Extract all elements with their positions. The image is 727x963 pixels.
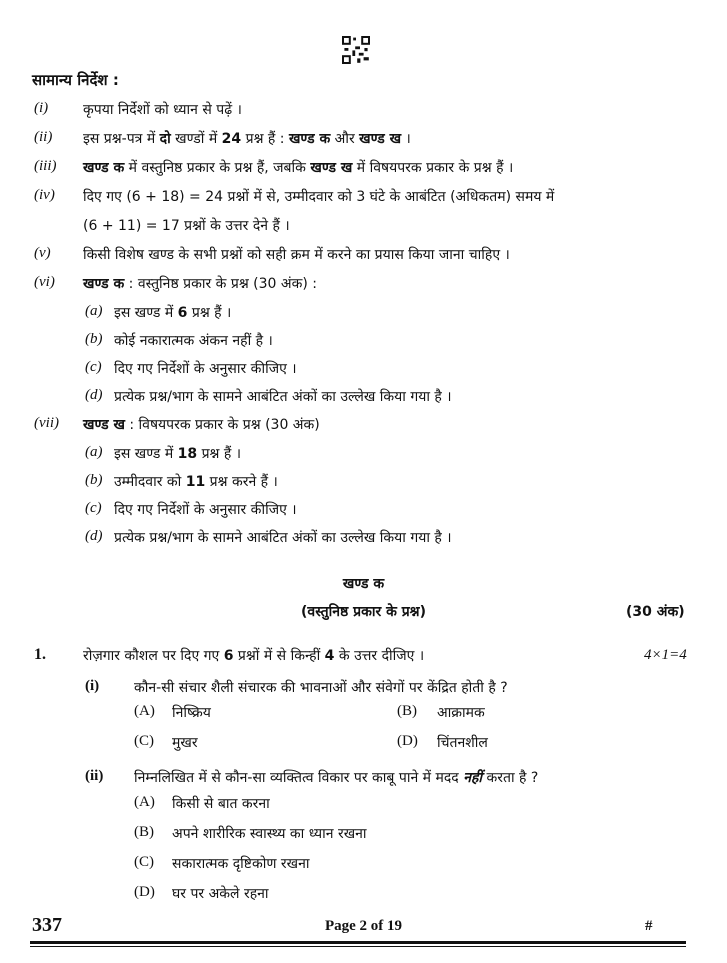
sub-instruction-text: कोई नकारात्मक अंकन नहीं है । bbox=[114, 333, 273, 349]
sub-instruction-text: प्रत्येक प्रश्न/भाग के सामने आबंटित अंकों का उल्लेख किया गया है । bbox=[114, 530, 452, 546]
question-marks: 4×1=4 bbox=[644, 647, 687, 663]
instruction-text: किसी विशेष खण्ड के सभी प्रश्नों को सही क्रम में करने का प्रयास किया जाना चाहिए । bbox=[83, 247, 510, 263]
qr-code-icon bbox=[342, 36, 370, 64]
sub-label: (c) bbox=[85, 500, 102, 516]
instruction-text: खण्ड क : वस्तुनिष्ठ प्रकार के प्रश्न (30 अंक) : bbox=[83, 276, 317, 292]
sub-label: (d) bbox=[85, 387, 103, 403]
option-label: (D) bbox=[134, 884, 155, 900]
option-text: मुखर bbox=[172, 735, 198, 751]
option-text: घर पर अकेले रहना bbox=[172, 886, 269, 902]
sub-instruction-text: दिए गए निर्देशों के अनुसार कीजिए । bbox=[114, 361, 297, 377]
option-text: किसी से बात करना bbox=[172, 796, 270, 812]
sub-label: (d) bbox=[85, 528, 103, 544]
sub-label: (b) bbox=[85, 472, 103, 488]
instruction-number: (ii) bbox=[34, 129, 53, 145]
question-number: 1. bbox=[34, 646, 46, 663]
instruction-text-continued: (6 + 11) = 17 प्रश्नों के उत्तर देने हैं । bbox=[83, 218, 290, 234]
option-label: (B) bbox=[134, 824, 154, 840]
paper-code: 337 bbox=[32, 914, 62, 936]
option-label: (C) bbox=[134, 733, 154, 749]
question-text: रोज़गार कौशल पर दिए गए 6 प्रश्नों में से किन्हीं 4 के उत्तर दीजिए । bbox=[83, 648, 425, 664]
instruction-number: (vi) bbox=[34, 274, 55, 290]
instruction-number: (i) bbox=[34, 100, 49, 116]
sub-question-label: (i) bbox=[85, 678, 100, 694]
option-text: अपने शारीरिक स्वास्थ्य का ध्यान रखना bbox=[172, 826, 367, 842]
instruction-number: (iv) bbox=[34, 187, 55, 203]
instruction-text: इस प्रश्न-पत्र में दो खण्डों में 24 प्रश्न हैं : खण्ड क और खण्ड ख । bbox=[83, 131, 411, 147]
sub-label: (b) bbox=[85, 331, 103, 347]
sub-instruction-text: उम्मीदवार को 11 प्रश्न करने हैं । bbox=[114, 474, 278, 490]
option-label: (A) bbox=[134, 703, 155, 719]
instruction-number: (vii) bbox=[34, 415, 59, 431]
hash-mark: # bbox=[645, 918, 653, 934]
instruction-number: (iii) bbox=[34, 158, 57, 174]
instruction-number: (v) bbox=[34, 245, 51, 261]
sub-instruction-text: दिए गए निर्देशों के अनुसार कीजिए । bbox=[114, 502, 297, 518]
option-label: (A) bbox=[134, 794, 155, 810]
section-marks: (30 अंक) bbox=[626, 604, 685, 620]
sub-instruction-text: प्रत्येक प्रश्न/भाग के सामने आबंटित अंकों का उल्लेख किया गया है । bbox=[114, 389, 452, 405]
instruction-text: खण्ड ख : विषयपरक प्रकार के प्रश्न (30 अंक) bbox=[83, 417, 320, 433]
option-label: (B) bbox=[397, 703, 417, 719]
option-text: आक्रामक bbox=[437, 705, 485, 721]
section-title: खण्ड क bbox=[342, 576, 385, 592]
option-label: (D) bbox=[397, 733, 418, 749]
page-number: Page 2 of 19 bbox=[324, 918, 403, 934]
instruction-text: दिए गए (6 + 18) = 24 प्रश्नों में से, उम्मीदवार को 3 घंटे के आबंटित (अधिकतम) समय में bbox=[83, 189, 555, 205]
sub-label: (c) bbox=[85, 359, 102, 375]
instruction-text: कृपया निर्देशों को ध्यान से पढ़ें । bbox=[83, 102, 242, 118]
option-text: सकारात्मक दृष्टिकोण रखना bbox=[172, 856, 310, 872]
sub-instruction-text: इस खण्ड में 18 प्रश्न हैं । bbox=[114, 446, 242, 462]
section-subtitle: (वस्तुनिष्ठ प्रकार के प्रश्न) bbox=[301, 604, 426, 620]
option-text: निष्क्रिय bbox=[172, 705, 211, 721]
sub-label: (a) bbox=[85, 303, 103, 319]
option-text: चिंतनशील bbox=[437, 735, 488, 751]
instruction-text: खण्ड क में वस्तुनिष्ठ प्रकार के प्रश्न हैं, जबकि खण्ड ख में विषयपरक प्रकार के प्रश्न हैं । bbox=[83, 160, 514, 176]
sub-question-text: कौन-सी संचार शैली संचारक की भावनाओं और संवेगों पर केंद्रित होती है ? bbox=[134, 680, 508, 696]
sub-instruction-text: इस खण्ड में 6 प्रश्न हैं । bbox=[114, 305, 232, 321]
footer-rule-thin bbox=[30, 946, 686, 947]
sub-question-text: निम्नलिखित में से कौन-सा व्यक्तित्व विकार पर काबू पाने में मदद नहीं करता है ? bbox=[134, 770, 539, 786]
sub-question-label: (ii) bbox=[85, 768, 104, 784]
sub-label: (a) bbox=[85, 444, 103, 460]
footer-rule-thick bbox=[30, 941, 686, 944]
general-instructions-title: सामान्य निर्देश : bbox=[32, 71, 119, 89]
option-label: (C) bbox=[134, 854, 154, 870]
